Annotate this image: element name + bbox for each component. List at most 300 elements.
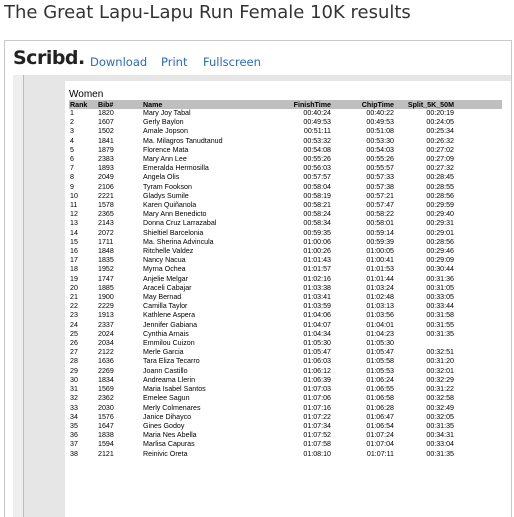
name-cell: Gerly Baylon (143, 118, 184, 127)
bib-cell: 1820 (98, 109, 114, 117)
table-row (69, 404, 502, 413)
split-cell: 00:33:05 (426, 293, 454, 302)
table-row (69, 137, 502, 146)
header-chiptime: ChipTime (331, 100, 394, 109)
rank-cell: 30 (70, 375, 78, 384)
rank-cell: 19 (70, 274, 78, 283)
row-pad (454, 137, 502, 146)
chiptime-cell: 01:01:44 (366, 274, 394, 283)
table-row (69, 265, 502, 274)
bib-cell: 2072 (98, 228, 114, 237)
chiptime-cell: 00:58:01 (366, 219, 394, 228)
chiptime-cell: 01:03:24 (366, 283, 394, 292)
row-pad (454, 275, 502, 284)
name-cell: Ritchelle Valdez (143, 247, 194, 256)
rank-cell: 27 (70, 348, 78, 357)
table-row (69, 284, 502, 293)
row-pad (454, 450, 502, 459)
finishtime-cell: 01:03:59 (303, 302, 331, 311)
rank-cell: 12 (70, 210, 78, 219)
split-cell: 00:32:49 (426, 403, 454, 412)
chiptime-cell: 00:59:39 (366, 237, 394, 246)
name-cell: Merly Colmenares (143, 403, 201, 412)
finishtime-cell: 00:58:04 (303, 182, 331, 191)
finishtime-cell: 01:00:06 (303, 237, 331, 246)
bib-cell: 1711 (98, 237, 114, 246)
split-cell: 00:28:55 (426, 182, 454, 191)
chiptime-cell: 00:57:21 (366, 191, 394, 200)
finishtime-cell: 01:04:06 (303, 311, 331, 320)
finishtime-cell: 01:07:22 (303, 412, 331, 421)
split-cell: 00:27:09 (426, 155, 454, 164)
name-cell: Florence Mata (143, 145, 189, 154)
row-pad (454, 155, 502, 164)
bib-cell: 1841 (98, 136, 114, 145)
document-viewer[interactable] (13, 75, 511, 517)
rank-cell: 37 (70, 440, 78, 449)
split-cell: 00:26:32 (426, 136, 454, 145)
row-pad (454, 256, 502, 265)
bib-cell: 1569 (98, 385, 114, 394)
split-cell: 00:29:09 (426, 256, 454, 265)
split-cell: 00:31:58 (426, 311, 454, 320)
split-cell: 00:27:32 (426, 164, 454, 173)
row-pad (454, 118, 502, 127)
name-cell: Emmilou Cuizon (143, 339, 195, 348)
header-rank: Rank (69, 100, 98, 109)
bib-cell: 1900 (98, 293, 114, 302)
finishtime-cell: 00:58:19 (303, 191, 331, 200)
table-row (69, 394, 502, 403)
chiptime-cell: 00:55:26 (366, 155, 394, 164)
table-row (69, 339, 502, 348)
name-cell: Cynthia Arnais (143, 329, 189, 338)
chiptime-cell: 01:06:47 (366, 412, 394, 421)
name-cell: Mary Ann Benedicto (143, 210, 207, 219)
table-row (69, 321, 502, 330)
finishtime-cell: 00:57:57 (303, 173, 331, 182)
rank-cell: 24 (70, 320, 78, 329)
bib-cell: 2143 (98, 219, 114, 228)
name-cell: Ma. Sherina Advincula (143, 237, 214, 246)
name-cell: Tara Eliza Tecarro (143, 357, 200, 366)
split-cell: 00:30:44 (426, 265, 454, 274)
split-cell: 00:31:35 (426, 329, 454, 338)
name-cell: Araceli Cabajar (143, 283, 192, 292)
finishtime-cell: 00:54:08 (303, 145, 331, 154)
chiptime-cell: 00:54:03 (366, 145, 394, 154)
finishtime-cell: 01:01:57 (303, 265, 331, 274)
table-row (69, 183, 502, 192)
finishtime-cell: 01:04:07 (303, 320, 331, 329)
name-cell: Anjelie Melgar (143, 274, 188, 283)
split-cell: 00:29:31 (426, 219, 454, 228)
fullscreen-link[interactable]: Fullscreen (203, 55, 261, 69)
section-heading: Women (69, 89, 104, 100)
chiptime-cell: 01:05:30 (366, 339, 394, 348)
split-cell: 00:29:59 (426, 201, 454, 210)
table-row (69, 201, 502, 210)
row-pad (454, 284, 502, 293)
bib-cell: 2122 (98, 348, 114, 357)
name-cell: Merle Garcia (143, 348, 184, 357)
download-link[interactable]: Download (90, 55, 148, 69)
row-pad (454, 238, 502, 247)
split-cell: 00:33:44 (426, 302, 454, 311)
chiptime-cell: 01:06:28 (366, 403, 394, 412)
table-row (69, 311, 502, 320)
header-split: Split_5K_50M (394, 100, 454, 109)
rank-cell: 13 (70, 219, 78, 228)
name-cell: May Bernad (143, 293, 182, 302)
chiptime-cell: 01:03:56 (366, 311, 394, 320)
rank-cell: 22 (70, 302, 78, 311)
split-cell: 00:28:45 (426, 173, 454, 182)
finishtime-cell: 00:55:26 (303, 155, 331, 164)
rank-cell: 28 (70, 357, 78, 366)
name-cell: Angela Olis (143, 173, 180, 182)
name-cell: Andreama Llerin (143, 375, 196, 384)
table-row (69, 109, 502, 118)
rank-cell: 7 (70, 164, 74, 173)
name-cell: Camilla Taylor (143, 302, 188, 311)
table-row (69, 450, 502, 459)
bib-cell: 1578 (98, 201, 114, 210)
scribd-logo-text: Scribd (13, 47, 79, 69)
bib-cell: 2269 (98, 366, 114, 375)
rank-cell: 32 (70, 394, 78, 403)
bib-cell: 2030 (98, 403, 114, 412)
split-cell: 00:31:22 (426, 385, 454, 394)
name-cell: Emelee Sagun (143, 394, 190, 403)
chiptime-cell: 01:02:48 (366, 293, 394, 302)
table-row (69, 219, 502, 228)
rank-cell: 15 (70, 237, 78, 246)
chiptime-cell: 01:00:41 (366, 256, 394, 265)
rank-cell: 33 (70, 403, 78, 412)
row-pad (454, 357, 502, 366)
finishtime-cell: 00:58:34 (303, 219, 331, 228)
chiptime-cell: 01:07:04 (366, 440, 394, 449)
header-finishtime: FinishTime (271, 100, 331, 109)
table-row (69, 256, 502, 265)
row-pad (454, 385, 502, 394)
bib-cell: 1885 (98, 283, 114, 292)
finishtime-cell: 01:07:34 (303, 421, 331, 430)
finishtime-cell: 01:03:41 (303, 293, 331, 302)
finishtime-cell: 00:56:03 (303, 164, 331, 173)
bib-cell: 1576 (98, 412, 114, 421)
rank-cell: 4 (70, 136, 74, 145)
table-row (69, 376, 502, 385)
split-cell: 00:31:36 (426, 274, 454, 283)
split-cell: 00:24:05 (426, 118, 454, 127)
finishtime-cell: 01:04:34 (303, 329, 331, 338)
table-row (69, 431, 502, 440)
name-cell: Joann Castillo (143, 366, 188, 375)
bib-cell: 1647 (98, 421, 114, 430)
name-cell: Janice Dihayco (143, 412, 192, 421)
finishtime-cell: 00:59:35 (303, 228, 331, 237)
finishtime-cell: 01:07:06 (303, 394, 331, 403)
table-row (69, 302, 502, 311)
rank-cell: 29 (70, 366, 78, 375)
finishtime-cell: 01:07:16 (303, 403, 331, 412)
bib-cell: 2229 (98, 302, 114, 311)
name-cell: Maria Isabel Santos (143, 385, 206, 394)
row-pad (454, 413, 502, 422)
bib-cell: 1848 (98, 247, 114, 256)
finishtime-cell: 01:06:03 (303, 357, 331, 366)
scribd-toolbar (5, 41, 511, 75)
finishtime-cell: 00:53:32 (303, 136, 331, 145)
finishtime-cell: 01:05:47 (303, 348, 331, 357)
name-cell: Karen Quiñanola (143, 201, 197, 210)
chiptime-cell: 01:00:05 (366, 247, 394, 256)
table-row (69, 192, 502, 201)
scribd-logo[interactable] (13, 47, 85, 69)
bib-cell: 1594 (98, 440, 114, 449)
name-cell: Mary Ann Lee (143, 155, 187, 164)
bib-cell: 2049 (98, 173, 114, 182)
chiptime-cell: 01:05:58 (366, 357, 394, 366)
row-pad (454, 293, 502, 302)
split-cell: 00:31:55 (426, 320, 454, 329)
row-pad (454, 229, 502, 238)
rank-cell: 26 (70, 339, 78, 348)
chiptime-cell: 01:06:24 (366, 375, 394, 384)
split-cell: 00:31:35 (426, 421, 454, 430)
rank-cell: 1 (70, 109, 74, 117)
row-pad (454, 376, 502, 385)
rank-cell: 5 (70, 145, 74, 154)
chiptime-cell: 00:49:53 (366, 118, 394, 127)
row-pad (454, 422, 502, 431)
table-row (69, 238, 502, 247)
finishtime-cell: 00:40:24 (303, 109, 331, 117)
finishtime-cell: 01:06:39 (303, 375, 331, 384)
rank-cell: 16 (70, 247, 78, 256)
name-cell: Mary Joy Tabal (143, 109, 191, 117)
finishtime-cell: 00:58:21 (303, 201, 331, 210)
split-cell: 00:32:05 (426, 412, 454, 421)
split-cell: 00:29:40 (426, 210, 454, 219)
table-row (69, 293, 502, 302)
bib-cell: 2121 (98, 449, 114, 458)
document-page (65, 81, 511, 517)
finishtime-cell: 00:58:24 (303, 210, 331, 219)
scribd-embed-frame (4, 40, 512, 517)
page-title: The Great Lapu-Lapu Run Female 10K results (4, 2, 411, 23)
table-row (69, 357, 502, 366)
chiptime-cell: 00:40:22 (366, 109, 394, 117)
split-cell: 00:20:19 (426, 109, 454, 117)
row-pad (454, 339, 502, 348)
split-cell: 00:32:51 (426, 348, 454, 357)
table-row (69, 367, 502, 376)
split-cell: 00:33:04 (426, 440, 454, 449)
split-cell: 00:31:20 (426, 357, 454, 366)
row-pad (454, 330, 502, 339)
table-row (69, 330, 502, 339)
chiptime-cell: 00:51:08 (366, 127, 394, 136)
row-pad (454, 265, 502, 274)
split-cell: 00:28:56 (426, 237, 454, 246)
chiptime-cell: 00:59:14 (366, 228, 394, 237)
chiptime-cell: 00:55:57 (366, 164, 394, 173)
bib-cell: 2362 (98, 394, 114, 403)
name-cell: Donna Cruz Larrazabal (143, 219, 217, 228)
split-cell: 00:27:02 (426, 145, 454, 154)
logo-dot: . (78, 47, 85, 69)
split-cell: 00:28:56 (426, 191, 454, 200)
bib-cell: 1913 (98, 311, 114, 320)
name-cell: Maria Nes Abella (143, 431, 197, 440)
name-cell: Gines Godoy (143, 421, 185, 430)
split-cell: 00:34:31 (426, 431, 454, 440)
name-cell: Myrna Ochea (143, 265, 186, 274)
bib-cell: 1607 (98, 118, 114, 127)
name-cell: Emeralda Hermosilla (143, 164, 209, 173)
bib-cell: 1636 (98, 357, 114, 366)
table-row (69, 164, 502, 173)
table-row (69, 146, 502, 155)
bib-cell: 1952 (98, 265, 114, 274)
name-cell: Amale Jopson (143, 127, 188, 136)
chiptime-cell: 00:57:33 (366, 173, 394, 182)
bib-cell: 2034 (98, 339, 114, 348)
row-pad (454, 367, 502, 376)
header-bib: Bib# (98, 100, 143, 109)
finishtime-cell: 01:01:43 (303, 256, 331, 265)
name-cell: Ma. Milagros Tanudtanud (143, 136, 223, 145)
header-name: Name (143, 100, 271, 109)
finishtime-cell: 01:05:30 (303, 339, 331, 348)
row-pad (454, 348, 502, 357)
rank-cell: 38 (70, 449, 78, 458)
name-cell: Shieltiel Barcelonia (143, 228, 204, 237)
row-pad (454, 127, 502, 136)
rank-cell: 36 (70, 431, 78, 440)
finishtime-cell: 01:03:38 (303, 283, 331, 292)
bib-cell: 2383 (98, 155, 114, 164)
rank-cell: 11 (70, 201, 78, 210)
viewer-left-edge (13, 75, 24, 517)
chiptime-cell: 00:57:38 (366, 182, 394, 191)
row-pad (454, 201, 502, 210)
split-cell: 00:29:46 (426, 247, 454, 256)
bib-cell: 2106 (98, 182, 114, 191)
row-pad (454, 302, 502, 311)
finishtime-cell: 00:51:11 (303, 127, 331, 136)
table-row (69, 118, 502, 127)
table-row (69, 155, 502, 164)
bib-cell: 2221 (98, 191, 114, 200)
bib-cell: 2024 (98, 329, 114, 338)
header-pad (454, 100, 502, 109)
split-cell: 00:32:29 (426, 375, 454, 384)
bib-cell: 2365 (98, 210, 114, 219)
split-cell: 00:31:05 (426, 283, 454, 292)
table-row (69, 275, 502, 284)
chiptime-cell: 00:53:30 (366, 136, 394, 145)
table-row (69, 385, 502, 394)
table-row (69, 173, 502, 182)
row-pad (454, 146, 502, 155)
table-row (69, 348, 502, 357)
row-pad (454, 247, 502, 256)
finishtime-cell: 01:07:52 (303, 431, 331, 440)
split-cell: 00:32:01 (426, 366, 454, 375)
name-cell: Gladys Sumile (143, 191, 189, 200)
row-pad (454, 210, 502, 219)
chiptime-cell: 01:05:47 (366, 348, 394, 357)
table-row (69, 247, 502, 256)
row-pad (454, 321, 502, 330)
rank-cell: 10 (70, 191, 78, 200)
name-cell: Tyram Fookson (143, 182, 192, 191)
chiptime-cell: 01:05:53 (366, 366, 394, 375)
finishtime-cell: 01:00:26 (303, 247, 331, 256)
table-row (69, 229, 502, 238)
row-pad (454, 219, 502, 228)
row-pad (454, 440, 502, 449)
rank-cell: 8 (70, 173, 74, 182)
rank-cell: 20 (70, 283, 78, 292)
name-cell: Reinivic Oreta (143, 449, 188, 458)
row-pad (454, 431, 502, 440)
table-row (69, 127, 502, 136)
split-cell: 00:31:35 (426, 449, 454, 458)
row-pad (454, 311, 502, 320)
chiptime-cell: 01:04:23 (366, 329, 394, 338)
chiptime-cell: 00:58:22 (366, 210, 394, 219)
rank-cell: 9 (70, 182, 74, 191)
finishtime-cell: 00:49:53 (303, 118, 331, 127)
bib-cell: 1835 (98, 256, 114, 265)
rank-cell: 31 (70, 385, 78, 394)
split-cell: 00:25:34 (426, 127, 454, 136)
table-row (69, 210, 502, 219)
bib-cell: 1502 (98, 127, 114, 136)
rank-cell: 35 (70, 421, 78, 430)
print-link[interactable]: Print (161, 55, 188, 69)
row-pad (454, 183, 502, 192)
rank-cell: 18 (70, 265, 78, 274)
rank-cell: 17 (70, 256, 78, 265)
results-table (69, 100, 502, 459)
split-cell: 00:32:58 (426, 394, 454, 403)
chiptime-cell: 01:06:55 (366, 385, 394, 394)
rank-cell: 2 (70, 118, 74, 127)
chiptime-cell: 01:04:01 (366, 320, 394, 329)
split-cell: 00:29:01 (426, 228, 454, 237)
name-cell: Kathlene Aspera (143, 311, 196, 320)
name-cell: Jennifer Gabiana (143, 320, 198, 329)
chiptime-cell: 01:07:11 (366, 449, 394, 458)
split-cell (394, 339, 454, 348)
rank-cell: 23 (70, 311, 78, 320)
finishtime-cell: 01:08:10 (303, 449, 331, 458)
bib-cell: 2337 (98, 320, 114, 329)
chiptime-cell: 01:03:13 (366, 302, 394, 311)
row-pad (454, 394, 502, 403)
rank-cell: 25 (70, 329, 78, 338)
table-row (69, 440, 502, 449)
rank-cell: 14 (70, 228, 78, 237)
table-header-row (69, 100, 502, 109)
bib-cell: 1879 (98, 145, 114, 154)
